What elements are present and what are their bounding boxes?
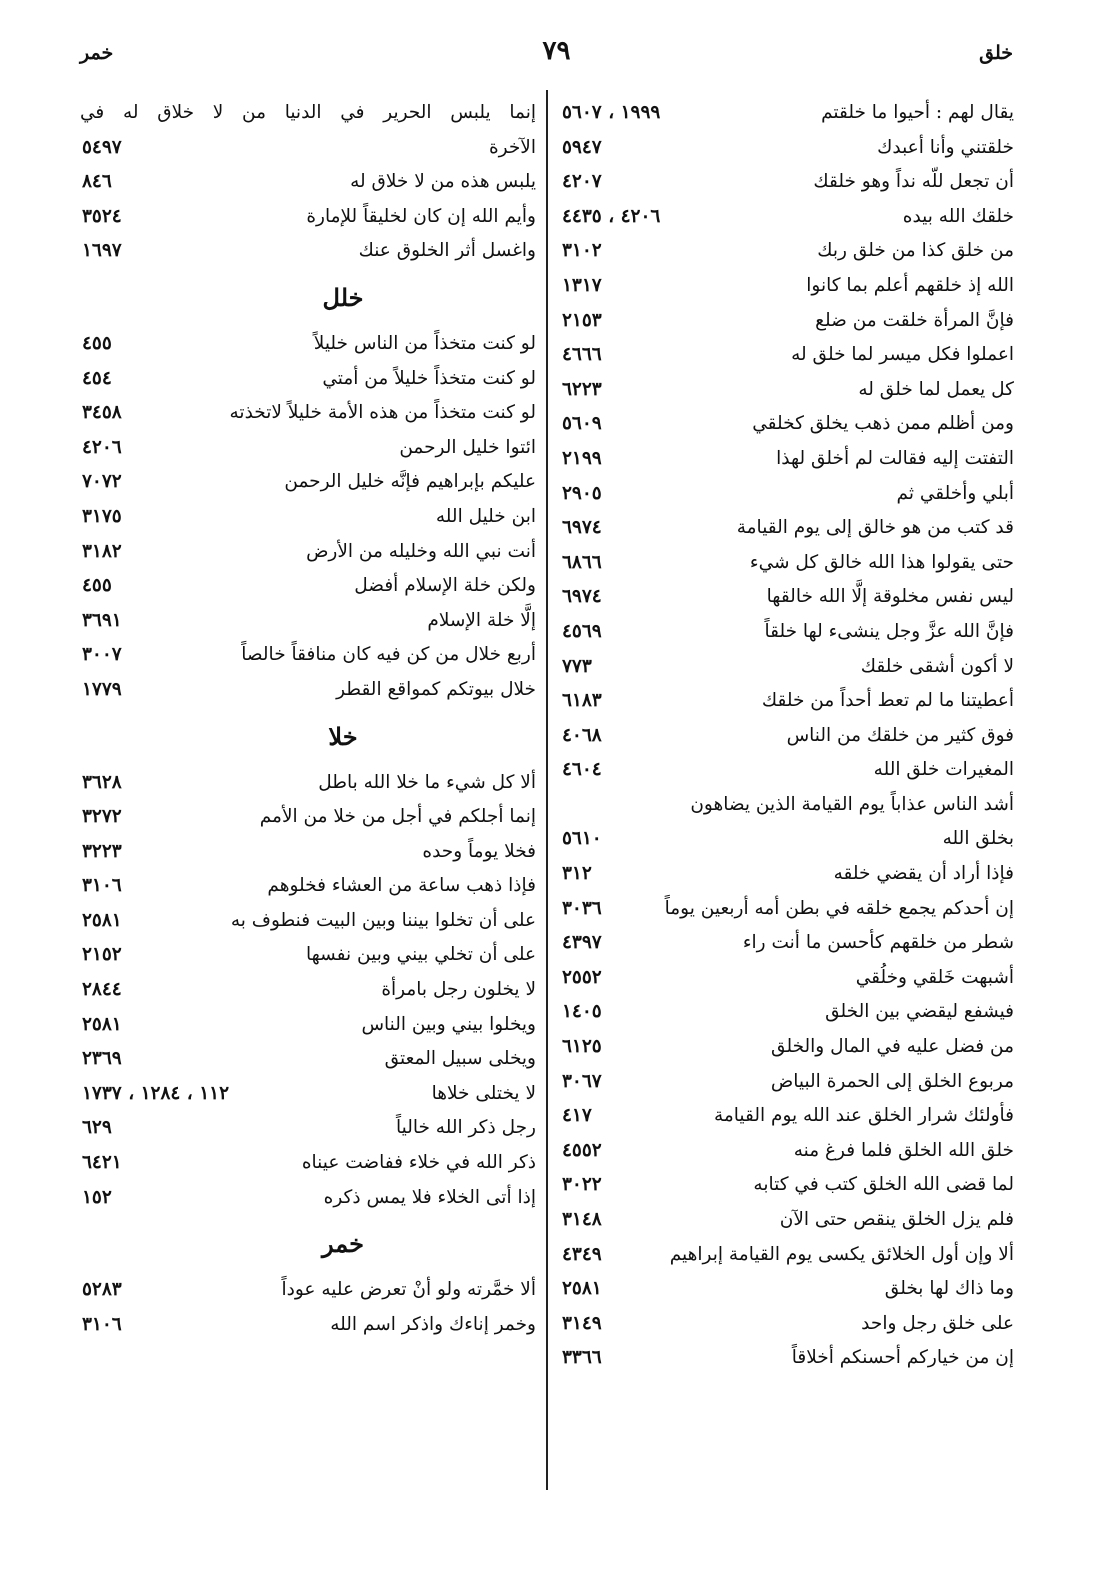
hadith-phrase: أربع خلال من كن فيه كان منافقاً خالصاً xyxy=(241,644,536,666)
hadith-phrase: ويخلى سبيل المعتق xyxy=(384,1048,536,1070)
hadith-phrase: فإنَّ المرأة خلقت من ضلع xyxy=(815,309,1014,331)
index-entry xyxy=(80,165,536,200)
hadith-reference-number: ٤٣٤٩ xyxy=(562,1243,602,1265)
hadith-phrase: خلال بيوتكم كمواقع القطر xyxy=(336,678,536,700)
hadith-phrase: على خلق رجل واحد xyxy=(861,1312,1014,1334)
hadith-reference-number: ٢٣٦٩ xyxy=(82,1048,122,1070)
index-entry xyxy=(562,338,1014,373)
hadith-reference-number: ٥٦١٠ xyxy=(562,828,602,850)
hadith-reference-number: ٣١٠٦ xyxy=(82,1313,122,1335)
hadith-reference-number: ١٧٧٩ xyxy=(82,678,122,700)
hadith-phrase: قد كتب من هو خالق إلى يوم القيامة xyxy=(736,517,1014,539)
hadith-reference-number: ٨٤٦ xyxy=(82,171,112,193)
hadith-reference-number: ١٤٠٥ xyxy=(562,1001,602,1023)
index-entry xyxy=(562,1030,1014,1065)
page-number: ٧٩ xyxy=(542,36,571,66)
hadith-phrase: ويخلوا بيني وبين الناس xyxy=(361,1013,536,1035)
hadith-reference-number: ٤٣٩٧ xyxy=(562,932,602,954)
index-entry xyxy=(562,442,1014,477)
hadith-phrase: إنما يلبس الحرير في الدنيا من لا خلاق له في xyxy=(80,102,536,123)
index-entry xyxy=(562,1168,1014,1203)
hadith-reference-number: ٤٦٠٤ xyxy=(562,759,602,781)
hadith-phrase: إذا أتى الخلاء فلا يمس ذكره xyxy=(323,1186,536,1208)
hadith-phrase: شطر من خلقهم كأحسن ما أنت راء xyxy=(742,932,1014,954)
hadith-phrase: من خلق كذا من خلق ربك xyxy=(817,240,1014,262)
hadith-phrase: فإنَّ الله عزَّ وجل ينشىء لها خلقاً xyxy=(764,620,1014,642)
hadith-reference-number: ٢٨٤٤ xyxy=(82,979,122,1001)
hadith-phrase: رجل ذكر الله خالياً xyxy=(395,1117,536,1139)
hadith-reference-number: ٣٦٩١ xyxy=(82,609,122,631)
index-entry xyxy=(562,788,1014,823)
index-entry xyxy=(562,995,1014,1030)
hadith-reference-number: ٣٣٦٦ xyxy=(562,1347,602,1369)
hadith-reference-number: ٣١٤٩ xyxy=(562,1312,602,1334)
index-entry xyxy=(562,961,1014,996)
index-entry xyxy=(80,131,536,166)
root-heading: خمر xyxy=(322,1229,364,1259)
hadith-phrase: وما ذاك لها بخلق xyxy=(884,1278,1014,1300)
hadith-reference-number: ١٣١٧ xyxy=(562,274,602,296)
hadith-reference-number: ٧٧٣ xyxy=(562,655,592,677)
index-entry xyxy=(562,1272,1014,1307)
hadith-reference-number: ٦٢٢٣ xyxy=(562,378,602,400)
hadith-phrase: خلق الله الخلق فلما فرغ منه xyxy=(793,1139,1014,1161)
hadith-phrase: أشد الناس عذاباً يوم القيامة الذين يضاهون xyxy=(690,793,1014,815)
hadith-phrase: فأولئك شرار الخلق عند الله يوم القيامة xyxy=(713,1105,1014,1127)
header-root-word: خلق xyxy=(979,42,1013,64)
hadith-reference-number: ٤٢٠٦ ، ٤٤٣٥ xyxy=(562,205,661,227)
hadith-reference-number: ٢١٥٣ xyxy=(562,309,602,331)
index-entry xyxy=(80,396,536,431)
hadith-reference-number: ٥٢٨٣ xyxy=(82,1279,122,1301)
hadith-phrase: ولكن خلة الإسلام أفضل xyxy=(354,575,536,597)
index-entry xyxy=(562,926,1014,961)
index-entry xyxy=(80,835,536,870)
hadith-phrase: وأيم الله إن كان لخليقاً للإمارة xyxy=(306,205,536,227)
hadith-reference-number: ٦٩٧٤ xyxy=(562,586,602,608)
hadith-phrase: لما قضى الله الخلق كتب في كتابه xyxy=(753,1174,1014,1196)
hadith-reference-number: ١١٢ ، ١٢٨٤ ، ١٧٣٧ xyxy=(82,1082,230,1104)
index-entry xyxy=(562,753,1014,788)
column-divider xyxy=(546,90,548,1490)
hadith-phrase: التفتت إليه فقالت لم أخلق لهذا xyxy=(776,447,1014,469)
hadith-phrase: كل يعمل لما خلق له xyxy=(858,378,1014,400)
hadith-reference-number: ٣٦٢٨ xyxy=(82,771,122,793)
hadith-phrase: المغيرات خلق الله xyxy=(873,759,1014,781)
index-column-left xyxy=(80,96,536,1342)
hadith-phrase: ألا وإن أول الخلائق يكسى يوم القيامة إبراهيم xyxy=(669,1243,1014,1265)
index-entry xyxy=(80,604,536,639)
index-entry xyxy=(562,1307,1014,1342)
index-entry xyxy=(562,373,1014,408)
hadith-phrase: وخمر إناءك واذكر اسم الله xyxy=(330,1313,536,1335)
hadith-reference-number: ٣١٠٦ xyxy=(82,875,122,897)
index-entry xyxy=(80,673,536,708)
hadith-phrase: أن تجعل للّه نداً وهو خلقك xyxy=(813,171,1014,193)
hadith-reference-number: ٢١٥٢ xyxy=(82,944,122,966)
hadith-reference-number: ٦٢٩ xyxy=(82,1117,112,1139)
hadith-reference-number: ٥٩٤٧ xyxy=(562,136,602,158)
hadith-reference-number: ٣١٠٢ xyxy=(562,240,602,262)
hadith-reference-number: ٤٥٥ xyxy=(82,332,112,354)
index-entry xyxy=(562,131,1014,166)
index-entry xyxy=(562,304,1014,339)
hadith-phrase: الآخرة xyxy=(488,136,536,158)
index-entry xyxy=(80,869,536,904)
hadith-reference-number: ٦٩٧٤ xyxy=(562,517,602,539)
hadith-reference-number: ٧٠٧٢ xyxy=(82,471,122,493)
hadith-phrase: الله إذ خلقهم أعلم بما كانوا xyxy=(806,274,1014,296)
index-entry xyxy=(562,477,1014,512)
index-entry xyxy=(80,234,536,269)
hadith-phrase: فإذا أراد أن يقضي خلقه xyxy=(833,863,1014,885)
index-entry xyxy=(562,650,1014,685)
hadith-phrase: ومن أظلم ممن ذهب يخلق كخلقي xyxy=(752,413,1014,435)
index-entry xyxy=(562,200,1014,235)
index-entry xyxy=(562,1341,1014,1376)
hadith-phrase: إن أحدكم يجمع خلقه في بطن أمه أربعين يوماً xyxy=(664,897,1014,919)
hadith-reference-number: ٦٨٦٦ xyxy=(562,551,602,573)
hadith-reference-number: ٢٥٨١ xyxy=(82,909,122,931)
hadith-phrase: فإذا ذهب ساعة من العشاء فخلوهم xyxy=(267,875,536,897)
index-entry xyxy=(80,766,536,801)
hadith-phrase: فيشفع ليقضي بين الخلق xyxy=(825,1001,1014,1023)
index-entry xyxy=(562,719,1014,754)
hadith-reference-number: ١٥٢ xyxy=(82,1186,112,1208)
hadith-reference-number: ٥٦٠٩ xyxy=(562,413,602,435)
index-entry xyxy=(80,800,536,835)
index-entry xyxy=(562,1238,1014,1273)
hadith-reference-number: ٤٥٦٩ xyxy=(562,620,602,642)
index-entry xyxy=(80,569,536,604)
hadith-phrase: إنما أجلكم في أجل من خلا من الأمم xyxy=(259,806,536,828)
index-entry xyxy=(80,1008,536,1043)
hadith-phrase: على أن تخلوا بيننا وبين البيت فنطوف به xyxy=(230,909,536,931)
hadith-phrase: بخلق الله xyxy=(942,828,1014,850)
hadith-reference-number: ٦١٢٥ xyxy=(562,1036,602,1058)
hadith-phrase: حتى يقولوا هذا الله خالق كل شيء xyxy=(749,551,1014,573)
hadith-reference-number: ٣٠٠٧ xyxy=(82,644,122,666)
hadith-reference-number: ٤٠٦٨ xyxy=(562,724,602,746)
index-entry xyxy=(562,1065,1014,1100)
index-entry xyxy=(562,580,1014,615)
hadith-reference-number: ٦١٨٣ xyxy=(562,690,602,712)
hadith-phrase: أبلي وأخلقي ثم xyxy=(896,482,1014,504)
hadith-reference-number: ٤٥٤ xyxy=(82,367,112,389)
index-entry xyxy=(80,1146,536,1181)
hadith-phrase: على أن تخلي بيني وبين نفسها xyxy=(305,944,536,966)
hadith-reference-number: ٤٦٦٦ xyxy=(562,344,602,366)
hadith-phrase: اعملوا فكل ميسر لما خلق له xyxy=(791,344,1014,366)
index-entry xyxy=(80,1308,536,1343)
index-entry xyxy=(562,822,1014,857)
index-entry xyxy=(80,1273,536,1308)
hadith-phrase: لو كنت متخذاً من الناس خليلاً xyxy=(313,332,536,354)
root-heading: خلا xyxy=(328,721,358,751)
hadith-reference-number: ٣١٢ xyxy=(562,863,592,885)
index-entry xyxy=(562,615,1014,650)
hadith-phrase: إلَّا خلة الإسلام xyxy=(427,609,536,631)
index-entry xyxy=(80,96,536,131)
hadith-reference-number: ٣٢٧٢ xyxy=(82,806,122,828)
hadith-reference-number: ٣٤٥٨ xyxy=(82,402,122,424)
index-entry xyxy=(562,1099,1014,1134)
hadith-reference-number: ٣٠٢٢ xyxy=(562,1174,602,1196)
hadith-reference-number: ٦٤٢١ xyxy=(82,1152,122,1174)
hadith-phrase: مربوع الخلق إلى الحمرة البياض xyxy=(770,1070,1014,1092)
index-entry xyxy=(562,165,1014,200)
index-entry xyxy=(80,1181,536,1216)
hadith-reference-number: ٢٥٥٢ xyxy=(562,966,602,988)
hadith-reference-number: ٣٠٦٧ xyxy=(562,1070,602,1092)
hadith-reference-number: ٥٤٩٧ xyxy=(82,136,122,158)
hadith-reference-number: ٣٠٣٦ xyxy=(562,897,602,919)
index-entry xyxy=(80,535,536,570)
hadith-phrase: ليس نفس مخلوقة إلَّا الله خالقها xyxy=(766,586,1014,608)
hadith-phrase: من فضل عليه في المال والخلق xyxy=(771,1036,1014,1058)
hadith-phrase: أنت نبي الله وخليله من الأرض xyxy=(306,540,536,562)
index-entry xyxy=(562,892,1014,927)
index-entry xyxy=(562,511,1014,546)
hadith-phrase: ألا خمَّرته ولو أنْ تعرض عليه عوداً xyxy=(281,1279,536,1301)
hadith-phrase: لو كنت متخذاً خليلاً من أمتي xyxy=(322,367,536,389)
hadith-phrase: خلقتني وأنا أعبدك xyxy=(877,136,1014,158)
index-entry xyxy=(562,1203,1014,1238)
index-entry xyxy=(80,1077,536,1112)
index-entry xyxy=(80,638,536,673)
index-entry xyxy=(80,904,536,939)
hadith-phrase: عليكم بإبراهيم فإنَّه خليل الرحمن xyxy=(284,471,536,493)
index-entry xyxy=(80,500,536,535)
hadith-reference-number: ٤١٧ xyxy=(562,1105,592,1127)
index-entry xyxy=(562,407,1014,442)
hadith-reference-number: ٤٥٥٢ xyxy=(562,1139,602,1161)
hadith-reference-number: ٢١٩٩ xyxy=(562,447,602,469)
hadith-reference-number: ٢٥٨١ xyxy=(82,1013,122,1035)
hadith-reference-number: ٣١٨٢ xyxy=(82,540,122,562)
hadith-phrase: أشبهت خَلقي وخلُقي xyxy=(855,966,1014,988)
hadith-phrase: لو كنت متخذاً من هذه الأمة خليلاً لاتخذته xyxy=(229,402,536,424)
hadith-phrase: لا يختلى خلاها xyxy=(431,1082,536,1104)
hadith-reference-number: ٤٢٠٧ xyxy=(562,171,602,193)
hadith-phrase: ذكر الله في خلاء ففاضت عيناه xyxy=(301,1152,536,1174)
index-entry xyxy=(562,96,1014,131)
hadith-phrase: واغسل أثر الخلوق عنك xyxy=(358,240,536,262)
hadith-reference-number: ٢٩٠٥ xyxy=(562,482,602,504)
index-entry xyxy=(80,465,536,500)
index-entry xyxy=(562,269,1014,304)
hadith-reference-number: ٣١٧٥ xyxy=(82,505,122,527)
index-entry xyxy=(80,200,536,235)
hadith-reference-number: ٣١٤٨ xyxy=(562,1209,602,1230)
hadith-reference-number: ٣٥٢٤ xyxy=(82,205,122,227)
hadith-phrase: يقال لهم : أحيوا ما خلقتم xyxy=(821,102,1014,123)
hadith-phrase: أعطيتنا ما لم تعط أحداً من خلقك xyxy=(761,690,1014,712)
hadith-phrase: فلم يزل الخلق ينقص حتى الآن xyxy=(779,1209,1014,1230)
hadith-phrase: إن من خياركم أحسنكم أخلاقاً xyxy=(791,1347,1014,1369)
hadith-reference-number: ٤٢٠٦ xyxy=(82,436,122,458)
hadith-phrase: فوق كثير من خلقك من الناس xyxy=(786,724,1014,746)
hadith-phrase: يلبس هذه من لا خلاق له xyxy=(350,171,536,193)
index-column-right xyxy=(562,96,1014,1376)
index-entry xyxy=(80,1111,536,1146)
index-entry xyxy=(562,684,1014,719)
hadith-phrase: ابن خليل الله xyxy=(435,505,536,527)
index-entry xyxy=(562,1134,1014,1169)
index-entry xyxy=(80,327,536,362)
hadith-reference-number: ١٩٩٩ ، ٥٦٠٧ xyxy=(562,102,661,123)
index-entry xyxy=(562,546,1014,581)
hadith-phrase: خلقك الله بيده xyxy=(902,205,1014,227)
hadith-reference-number: ٣٢٢٣ xyxy=(82,840,122,862)
header-next-root-word: خمر xyxy=(80,42,114,64)
hadith-reference-number: ٢٥٨١ xyxy=(562,1278,602,1300)
hadith-reference-number: ٤٥٥ xyxy=(82,575,112,597)
hadith-phrase: لا يخلون رجل بامرأة xyxy=(381,979,536,1001)
hadith-phrase: فخلا يوماً وحده xyxy=(422,840,536,862)
index-entry xyxy=(80,431,536,466)
index-entry xyxy=(80,362,536,397)
page-header xyxy=(0,34,1113,74)
index-entry xyxy=(562,234,1014,269)
index-entry xyxy=(80,973,536,1008)
hadith-phrase: لا أكون أشقى خلقك xyxy=(860,655,1014,677)
index-entry xyxy=(80,938,536,973)
hadith-reference-number: ١٦٩٧ xyxy=(82,240,122,262)
root-heading: خلل xyxy=(322,282,364,312)
hadith-phrase: ألا كل شيء ما خلا الله باطل xyxy=(318,771,536,793)
index-entry xyxy=(80,1042,536,1077)
hadith-phrase: ائتوا خليل الرحمن xyxy=(399,436,536,458)
index-entry xyxy=(562,857,1014,892)
